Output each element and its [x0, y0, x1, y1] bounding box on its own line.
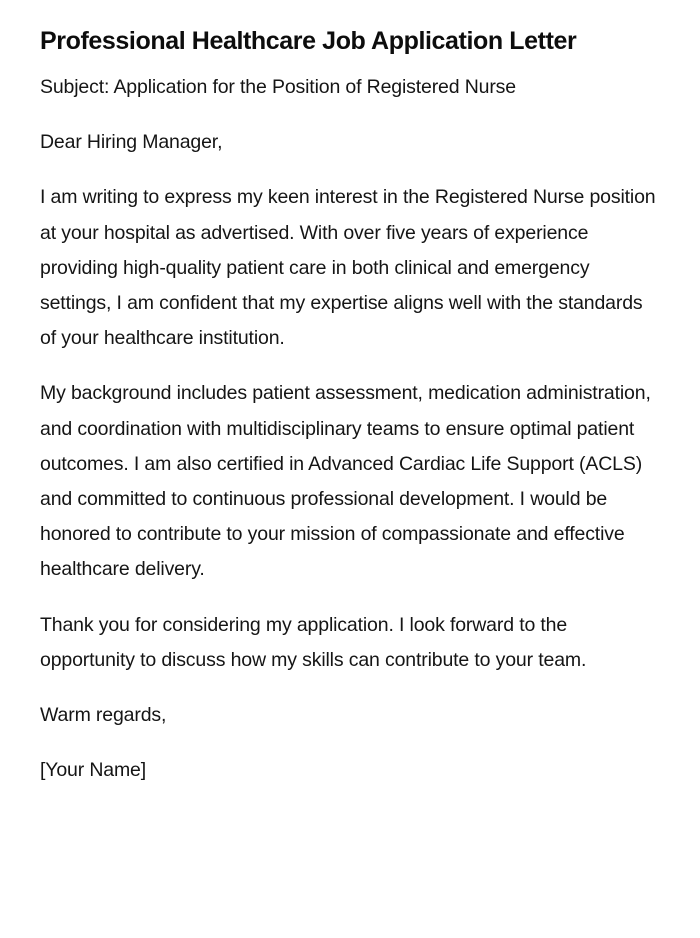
letter-closing: Warm regards, [40, 704, 167, 727]
letter-title: Professional Healthcare Job Application Letter [40, 27, 577, 55]
letter-signature: [Your Name] [40, 759, 147, 782]
letter-subject: Subject: Application for the Position of Registered Nurse [40, 76, 516, 98]
letter-paragraph-intro: I am writing to express my keen interest in the Registered Nurse position at your hospital as advertised. With over five years of experience providing high-quality patient care in both clinical and emergency settings, I am confident that my expertise aligns well with the standards of your healthcare institution. [40, 186, 656, 350]
letter-paragraph-thanks: Thank you for considering my application. I look forward to the opportunity to discuss how my skills can contribute to your team. [40, 613, 587, 671]
letter-salutation: Dear Hiring Manager, [40, 131, 223, 154]
letter-paragraph-background: My background includes patient assessment, medication administration, and coordination with multidisciplinary teams to ensure optimal patient outcomes. I am also certified in Advanced Cardiac Life Support (ACLS) and committed to continuous professional development. I would be honored to contribute to your mission of compassionate and effective healthcare delivery. [40, 382, 651, 581]
